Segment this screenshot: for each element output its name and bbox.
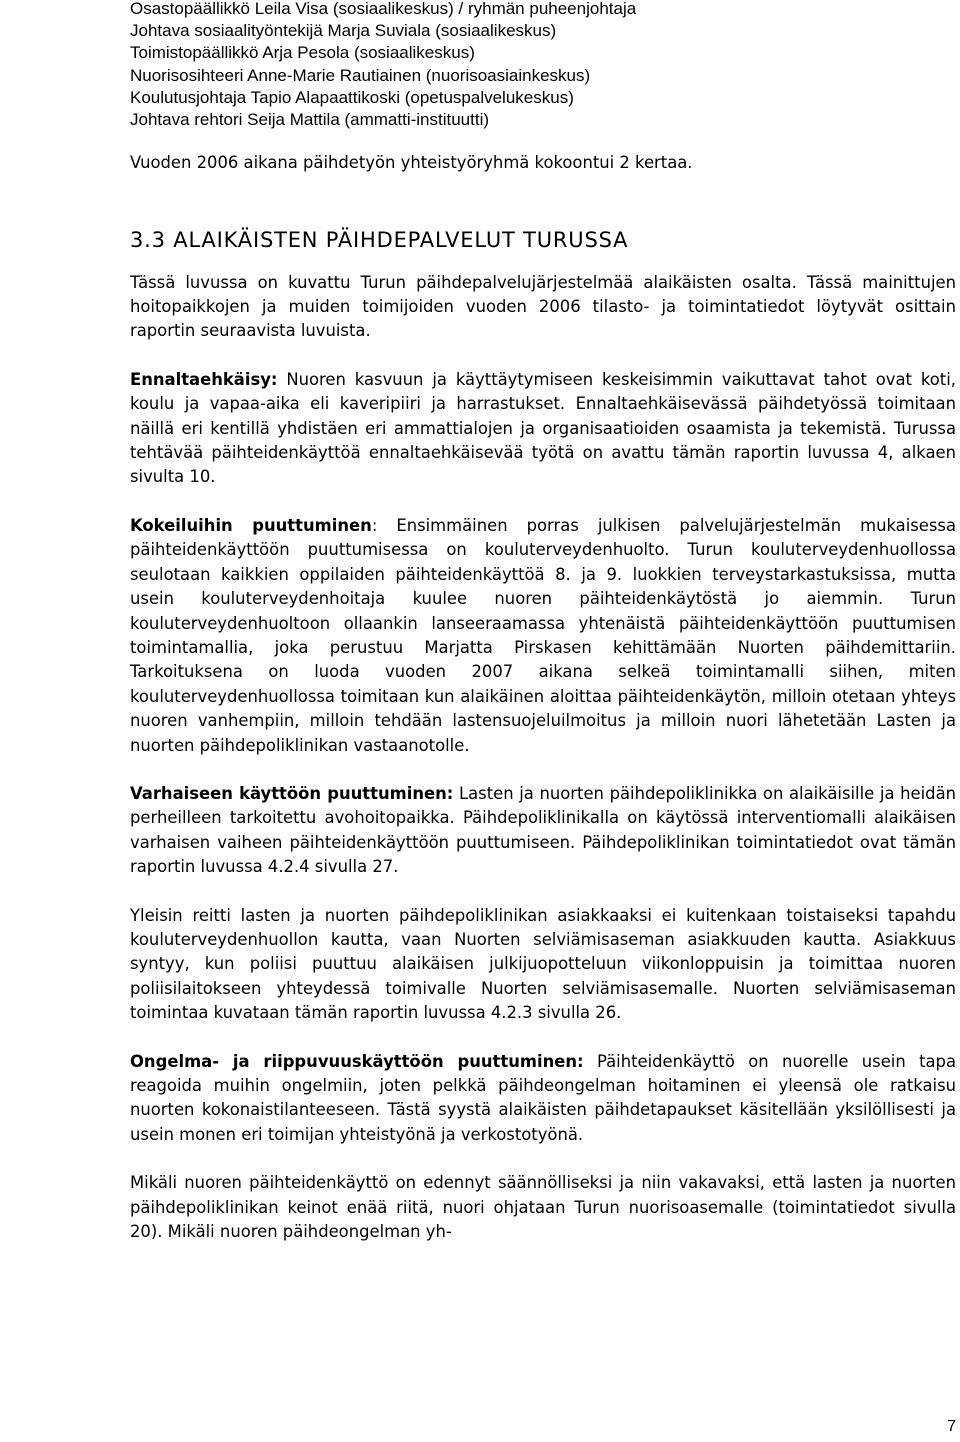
member-line: Johtava rehtori Seija Mattila (ammatti-instituutti) <box>130 110 490 130</box>
member-line: Koulutusjohtaja Tapio Alapaattikoski (opetuspalvelukeskus) <box>130 87 574 107</box>
meeting-summary: Vuoden 2006 aikana päihdetyön yhteistyöryhmä kokoontui 2 kertaa. <box>130 153 693 173</box>
section-intro: Tässä luvussa on kuvattu Turun päihdepalvelujärjestelmää alaikäisten osalta. Tässä mainittujen hoitopaikkojen ja muiden toimijoiden vuoden 2006 tilasto- ja toimintatiedot löytyvät osittain raportin seuraavista luvuista. <box>130 272 956 341</box>
paragraph-text: Yleisin reitti lasten ja nuorten päihdepoliklinikan asiakkaaksi ei kuitenkaan toistaiseksi tapahdu kouluterveydenhuollon kautta, vaan Nuorten selviämisaseman asiakkuuden kautta. Asiakkuus syntyy, kun poliisi puuttuu alaikäisen julkijuopotteluun viikonloppuisin ja toimittaa nuoren poliisilaitokseen yhteydessä toimivalle Nuorten selviämisasemalle. Nuorten selviämisaseman toimintaa kuvataan tämän raportin luvussa 4.2.3 sivulla 26. <box>130 905 956 1023</box>
section-heading: 3.3 ALAIKÄISTEN PÄIHDEPALVELUT TURUSSA <box>130 227 629 252</box>
paragraph-text: Mikäli nuoren päihteidenkäyttö on edennyt säännölliseksi ja niin vakavaksi, että lasten ja nuorten päihdepoliklinikan keinot enää riitä, nuori ohjataan Turun nuorisoasemalle (toimintatiedot sivulla 20). Mikäli nuoren päihdeongelman yh- <box>130 1173 956 1242</box>
paragraph-text: Lasten ja nuorten päihdepoliklinikka on alaikäisille ja heidän perheilleen tarkoitettu avohoitopaikka. Päihdepoliklinikalla on käytössä interventiomalli alaikäisen varhaisen vaiheen päihteidenkäyttöön puuttumiseen. Päihdepoliklinikan toimintatiedot ovat tämän raportin luvussa 4.2.4 sivulla 27. <box>130 783 956 877</box>
paragraph-experimentation <box>130 514 956 758</box>
page-number: 7 <box>947 1418 956 1435</box>
member-line: Nuorisosihteeri Anne-Marie Rautiainen (nuorisoasiainkeskus) <box>130 65 591 85</box>
document-page <box>130 0 956 1244</box>
paragraph-label: Kokeiluihin puuttuminen <box>130 515 372 535</box>
paragraph-prevention <box>130 368 956 490</box>
member-list <box>130 0 956 131</box>
member-line: Osastopäällikkö Leila Visa (sosiaalikeskus) / ryhmän puheenjohtaja <box>130 0 637 18</box>
paragraph-label: Varhaiseen käyttöön puuttuminen: <box>130 783 454 803</box>
document-body <box>130 151 956 1244</box>
member-line: Johtava sosiaalityöntekijä Marja Suviala (sosiaalikeskus) <box>130 21 557 41</box>
paragraph-text: Nuoren kasvuun ja käyttäytymiseen keskeisimmin vaikuttavat tahot ovat koti, koulu ja vapaa-aika eli kaveripiiri ja harrastukset. Ennaltaehkäisevässä päihdetyössä toimitaan näillä eri kentillä yhdistäen eri ammattialojen ja organisaatioiden osaamista ja tekemistä. Turussa tehtävää päihteidenkäyttöä ennaltaehkäisevää työtä on avattu tämän raportin luvussa 4, alkaen sivulta 10. <box>130 369 956 487</box>
member-line: Toimistopäällikkö Arja Pesola (sosiaalikeskus) <box>130 43 475 63</box>
paragraph-text: Päihteidenkäyttö on nuorelle usein tapa reagoida muihin ongelmiin, joten pelkkä päihdeongelman hoitaminen ei yleensä ole ratkaisu nuorten kokonaistilanteeseen. Tästä syystä alaikäisten päihdetapaukset käsitellään yksilöllisesti ja usein monen eri toimijan yhteistyönä ja verkostotyönä. <box>130 1051 956 1144</box>
paragraph-early-use <box>130 782 956 880</box>
paragraph-label: Ongelma- ja riippuvuuskäyttöön puuttuminen: <box>130 1051 584 1071</box>
paragraph-referral <box>130 1171 956 1244</box>
paragraph-label: Ennaltaehkäisy: <box>130 369 278 389</box>
paragraph-text: : Ensimmäinen porras julkisen palvelujärjestelmän mukaisessa päihteidenkäyttöön puuttumisessa on kouluterveydenhuolto. Turun kouluterveydenhuollossa seulotaan kaikkien oppilaiden päihteidenkäyttöä 8. ja 9. luokkien terveystarkastuksissa, mutta usein kouluterveydenhoitaja kuulee nuoren päihteidenkäytöstä jo aiemmin. Turun kouluterveydenhuoltoon ollaankin lanseeraamassa yhtenäistä päihteidenkäyttöön puuttumisen toimintamallia, joka perustuu Marjatta Pirskasen kehittämään Nuorten päihdemittariin. Tarkoituksena on luoda vuoden 2007 aikana selkeä toimintamalli siihen, miten kouluterveydenhuollossa toimitaan kun alaikäinen aloittaa päihteidenkäytön, milloin otetaan yhteys nuoren vanhempiin, milloin tehdään lastensuojeluilmoitus ja milloin nuori lähetetään Lasten ja nuorten päihdepoliklinikan vastaanotolle. <box>130 515 957 755</box>
paragraph-problem-use <box>130 1050 956 1148</box>
paragraph-common-route <box>130 904 956 1026</box>
